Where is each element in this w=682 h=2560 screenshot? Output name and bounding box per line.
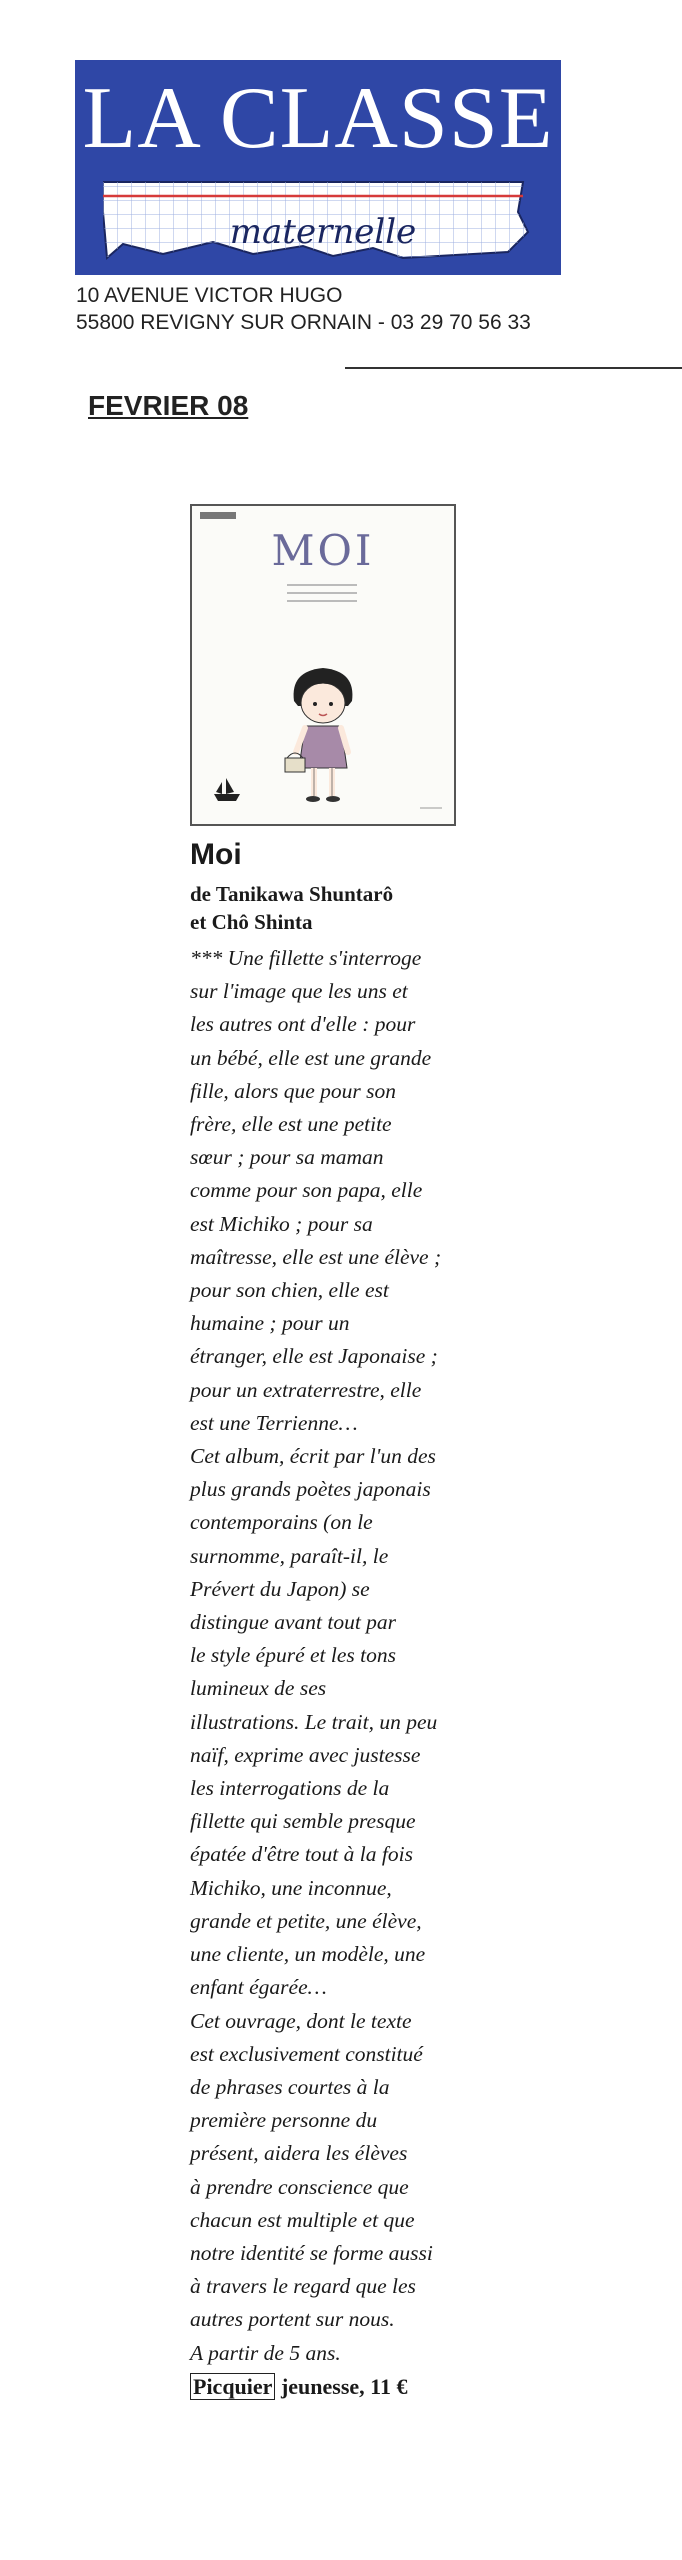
review-line: est une Terrienne… [190, 1410, 358, 1435]
review-line: pour un extraterrestre, elle [190, 1377, 422, 1402]
review-line: *** Une fillette s'interroge [190, 946, 422, 970]
masthead-title: LA CLASSE [82, 70, 554, 167]
review-line: illustrations. Le trait, un peu [190, 1709, 438, 1734]
masthead-logo [75, 60, 561, 275]
review-line: surnomme, paraît-il, le [190, 1543, 389, 1568]
review-line: lumineux de ses [190, 1676, 327, 1701]
review-line: les interrogations de la [190, 1776, 390, 1801]
review-line: A partir de 5 ans. [190, 2340, 341, 2365]
review-line: naïf, exprime avec justesse [190, 1742, 421, 1767]
review-line: Cet album, écrit par l'un des [190, 1444, 436, 1469]
review-line: maîtresse, elle est une élève ; [190, 1244, 442, 1269]
girl-illustration [192, 506, 454, 824]
review-line: autres portent sur nous. [190, 2307, 395, 2332]
issue-date: FEVRIER 08 [88, 390, 249, 421]
review-line: épatée d'être tout à la fois [190, 1842, 413, 1867]
review-line: distingue avant tout par [190, 1610, 397, 1635]
publisher-info [190, 2370, 520, 2404]
review-line: comme pour son papa, elle [190, 1178, 423, 1203]
review-line: fille, alors que pour son [190, 1078, 397, 1103]
review-line: première personne du [190, 2108, 378, 2133]
review-line: enfant égarée… [190, 1975, 327, 2000]
review-line: le style épuré et les tons [190, 1643, 396, 1668]
book-byline [190, 880, 520, 936]
publisher-price: jeunesse, 11 € [275, 2373, 408, 2399]
divider [345, 367, 682, 369]
review-line: contemporains (on le [190, 1510, 373, 1535]
review-line: grande et petite, une élève, [190, 1908, 422, 1933]
review-line: plus grands poètes japonais [190, 1477, 431, 1502]
review-line: chacun est multiple et que [190, 2207, 415, 2232]
review-line: est exclusivement constitué [190, 2041, 423, 2066]
review-line: à prendre conscience que [190, 2174, 409, 2199]
publisher-name: Picquier [190, 2373, 275, 2400]
review-body [190, 942, 520, 2370]
address-line: 55800 REVIGNY SUR ORNAIN - 03 29 70 56 33 [76, 311, 531, 334]
byline-line: de Tanikawa Shuntarô [190, 882, 394, 906]
review-line: frère, elle est une petite [190, 1112, 392, 1137]
review-line: pour son chien, elle est [190, 1278, 389, 1303]
review-line: Cet ouvrage, dont le texte [190, 2008, 412, 2033]
review-line: sœur ; pour sa maman [190, 1145, 384, 1170]
address-line: 10 AVENUE VICTOR HUGO [76, 284, 343, 307]
masthead-subtitle-banner [103, 172, 533, 262]
review-line: étranger, elle est Japonaise ; [190, 1344, 438, 1369]
review-line: Prévert du Japon) se [190, 1576, 370, 1601]
review-line: humaine ; pour un [190, 1311, 350, 1336]
review-line: à travers le regard que les [190, 2274, 416, 2299]
review-line: les autres ont d'elle : pour [190, 1012, 416, 1037]
review-line: une cliente, un modèle, une [190, 1942, 426, 1967]
review-line: de phrases courtes à la [190, 2074, 390, 2099]
publisher-address [76, 282, 531, 336]
book-review [190, 836, 520, 2404]
review-line: présent, aidera les élèves [190, 2141, 408, 2166]
book-cover-image [190, 504, 456, 826]
review-line: fillette qui semble presque [190, 1809, 416, 1834]
review-line: un bébé, elle est une grande [190, 1045, 432, 1070]
byline-line: et Chô Shinta [190, 910, 313, 934]
masthead-subtitle: maternelle [229, 212, 417, 252]
review-line: Michiko, une inconnue, [190, 1875, 392, 1900]
review-line: sur l'image que les uns et [190, 979, 408, 1004]
book-title: Moi [190, 838, 242, 871]
review-line: notre identité se forme aussi [190, 2240, 433, 2265]
cover-title: MOI [271, 526, 375, 575]
review-line: est Michiko ; pour sa [190, 1211, 373, 1236]
